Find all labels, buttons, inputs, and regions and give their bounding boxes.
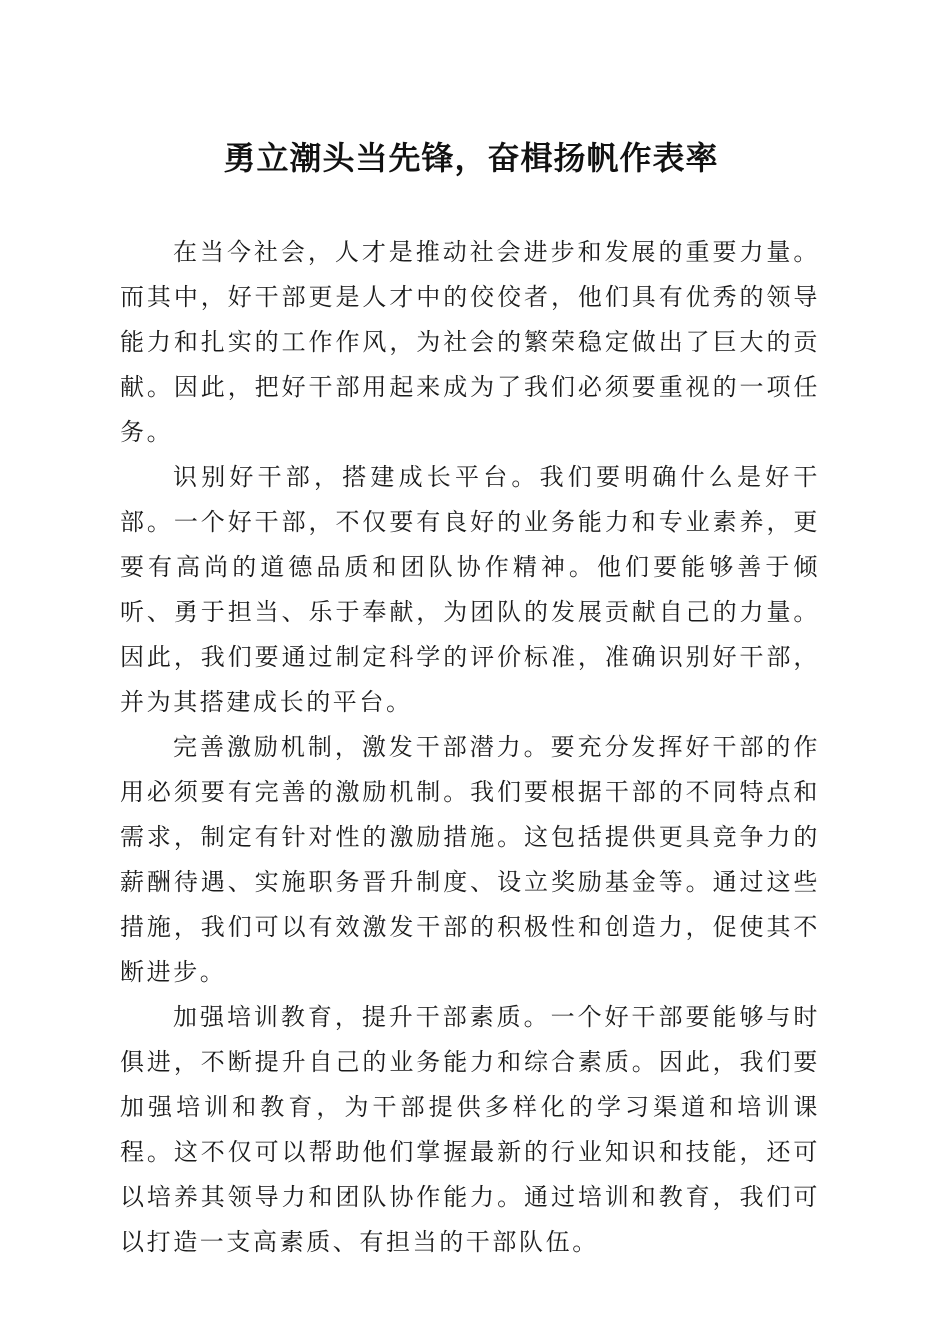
paragraph-incentive-mechanism: 完善激励机制，激发干部潜力。要充分发挥好干部的作用必须要有完善的激励机制。我们要根据干部的不同特点和需求，制定有针对性的激励措施。这包括提供更具竞争力的薪酬待遇、实施职务晋升制度、设立奖励基金等。通过这些措施，我们可以有效激发干部的积极性和创造力，促使其不断进步。	[120, 733, 820, 986]
paragraph-intro: 在当今社会，人才是推动社会进步和发展的重要力量。而其中，好干部更是人才中的佼佼者，他们具有优秀的领导能力和扎实的工作作风，为社会的繁荣稳定做出了巨大的贡献。因此，把好干部用起来成为了我们必须要重视的一项任务。	[120, 238, 820, 446]
document-body	[120, 230, 820, 1265]
paragraph-training-education: 加强培训教育，提升干部素质。一个好干部要能够与时俱进，不断提升自己的业务能力和综合素质。因此，我们要加强培训和教育，为干部提供多样化的学习渠道和培训课程。这不仅可以帮助他们掌握最新的行业知识和技能，还可以培养其领导力和团队协作能力。通过培训和教育，我们可以打造一支高素质、有担当的干部队伍。	[120, 1003, 820, 1256]
paragraph-identify-cadres: 识别好干部，搭建成长平台。我们要明确什么是好干部。一个好干部，不仅要有良好的业务能力和专业素养，更要有高尚的道德品质和团队协作精神。他们要能够善于倾听、勇于担当、乐于奉献，为团队的发展贡献自己的力量。因此，我们要通过制定科学的评价标准，准确识别好干部，并为其搭建成长的平台。	[120, 463, 820, 716]
document-title: 勇立潮头当先锋，奋楫扬帆作表率	[223, 139, 719, 177]
